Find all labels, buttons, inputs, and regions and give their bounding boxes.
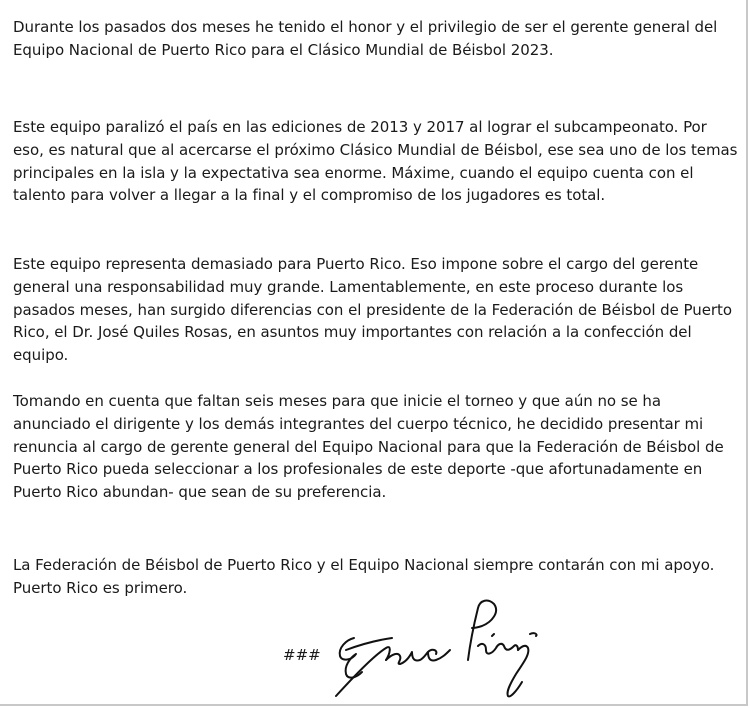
end-mark: ### [283,646,321,664]
paragraph-team-history: Este equipo paralizó el país en las ediciones de 2013 y 2017 al lograr el subcampeonato. Por eso, es natural que al acercarse el próximo Clásico Mundial de Béisbol, ese sea uno de los temas principales en la isla y la expectativa sea enorme. Máxime, cuando el equipo cuenta con el talento para volver a llegar a la final y el compromiso de los jugadores es total. [13,118,738,205]
handwritten-signature [316,588,556,704]
paragraph-differences: Este equipo representa demasiado para Puerto Rico. Eso impone sobre el cargo del gerente general una responsabilidad muy grande. Lamentablemente, en este proceso durante los pasados meses, han surgido diferencias con el presidente de la Federación de Béisbol de Puerto Rico, el Dr. José Quiles Rosas, en asuntos muy importantes con relación a la confección del equipo. [13,255,732,365]
paragraph-closing: La Federación de Béisbol de Puerto Rico y el Equipo Nacional siempre contarán con mi apoyo. Puerto Rico es primero. [13,556,715,597]
paragraph-intro: Durante los pasados dos meses he tenido el honor y el privilegio de ser el gerente general del Equipo Nacional de Puerto Rico para el Clásico Mundial de Béisbol 2023. [13,18,718,59]
paragraph-resignation: Tomando en cuenta que faltan seis meses para que inicie el torneo y que aún no se ha anunciado el dirigente y los demás integrantes del cuerpo técnico, he decidido presentar mi renuncia al cargo de gerente general del Equipo Nacional para que la Federación de Béisbol de Puerto Rico pueda seleccionar a los profesionales de este deporte -que afortunadamente en Puerto Rico abundan- que sean de su preferencia. [13,392,724,502]
